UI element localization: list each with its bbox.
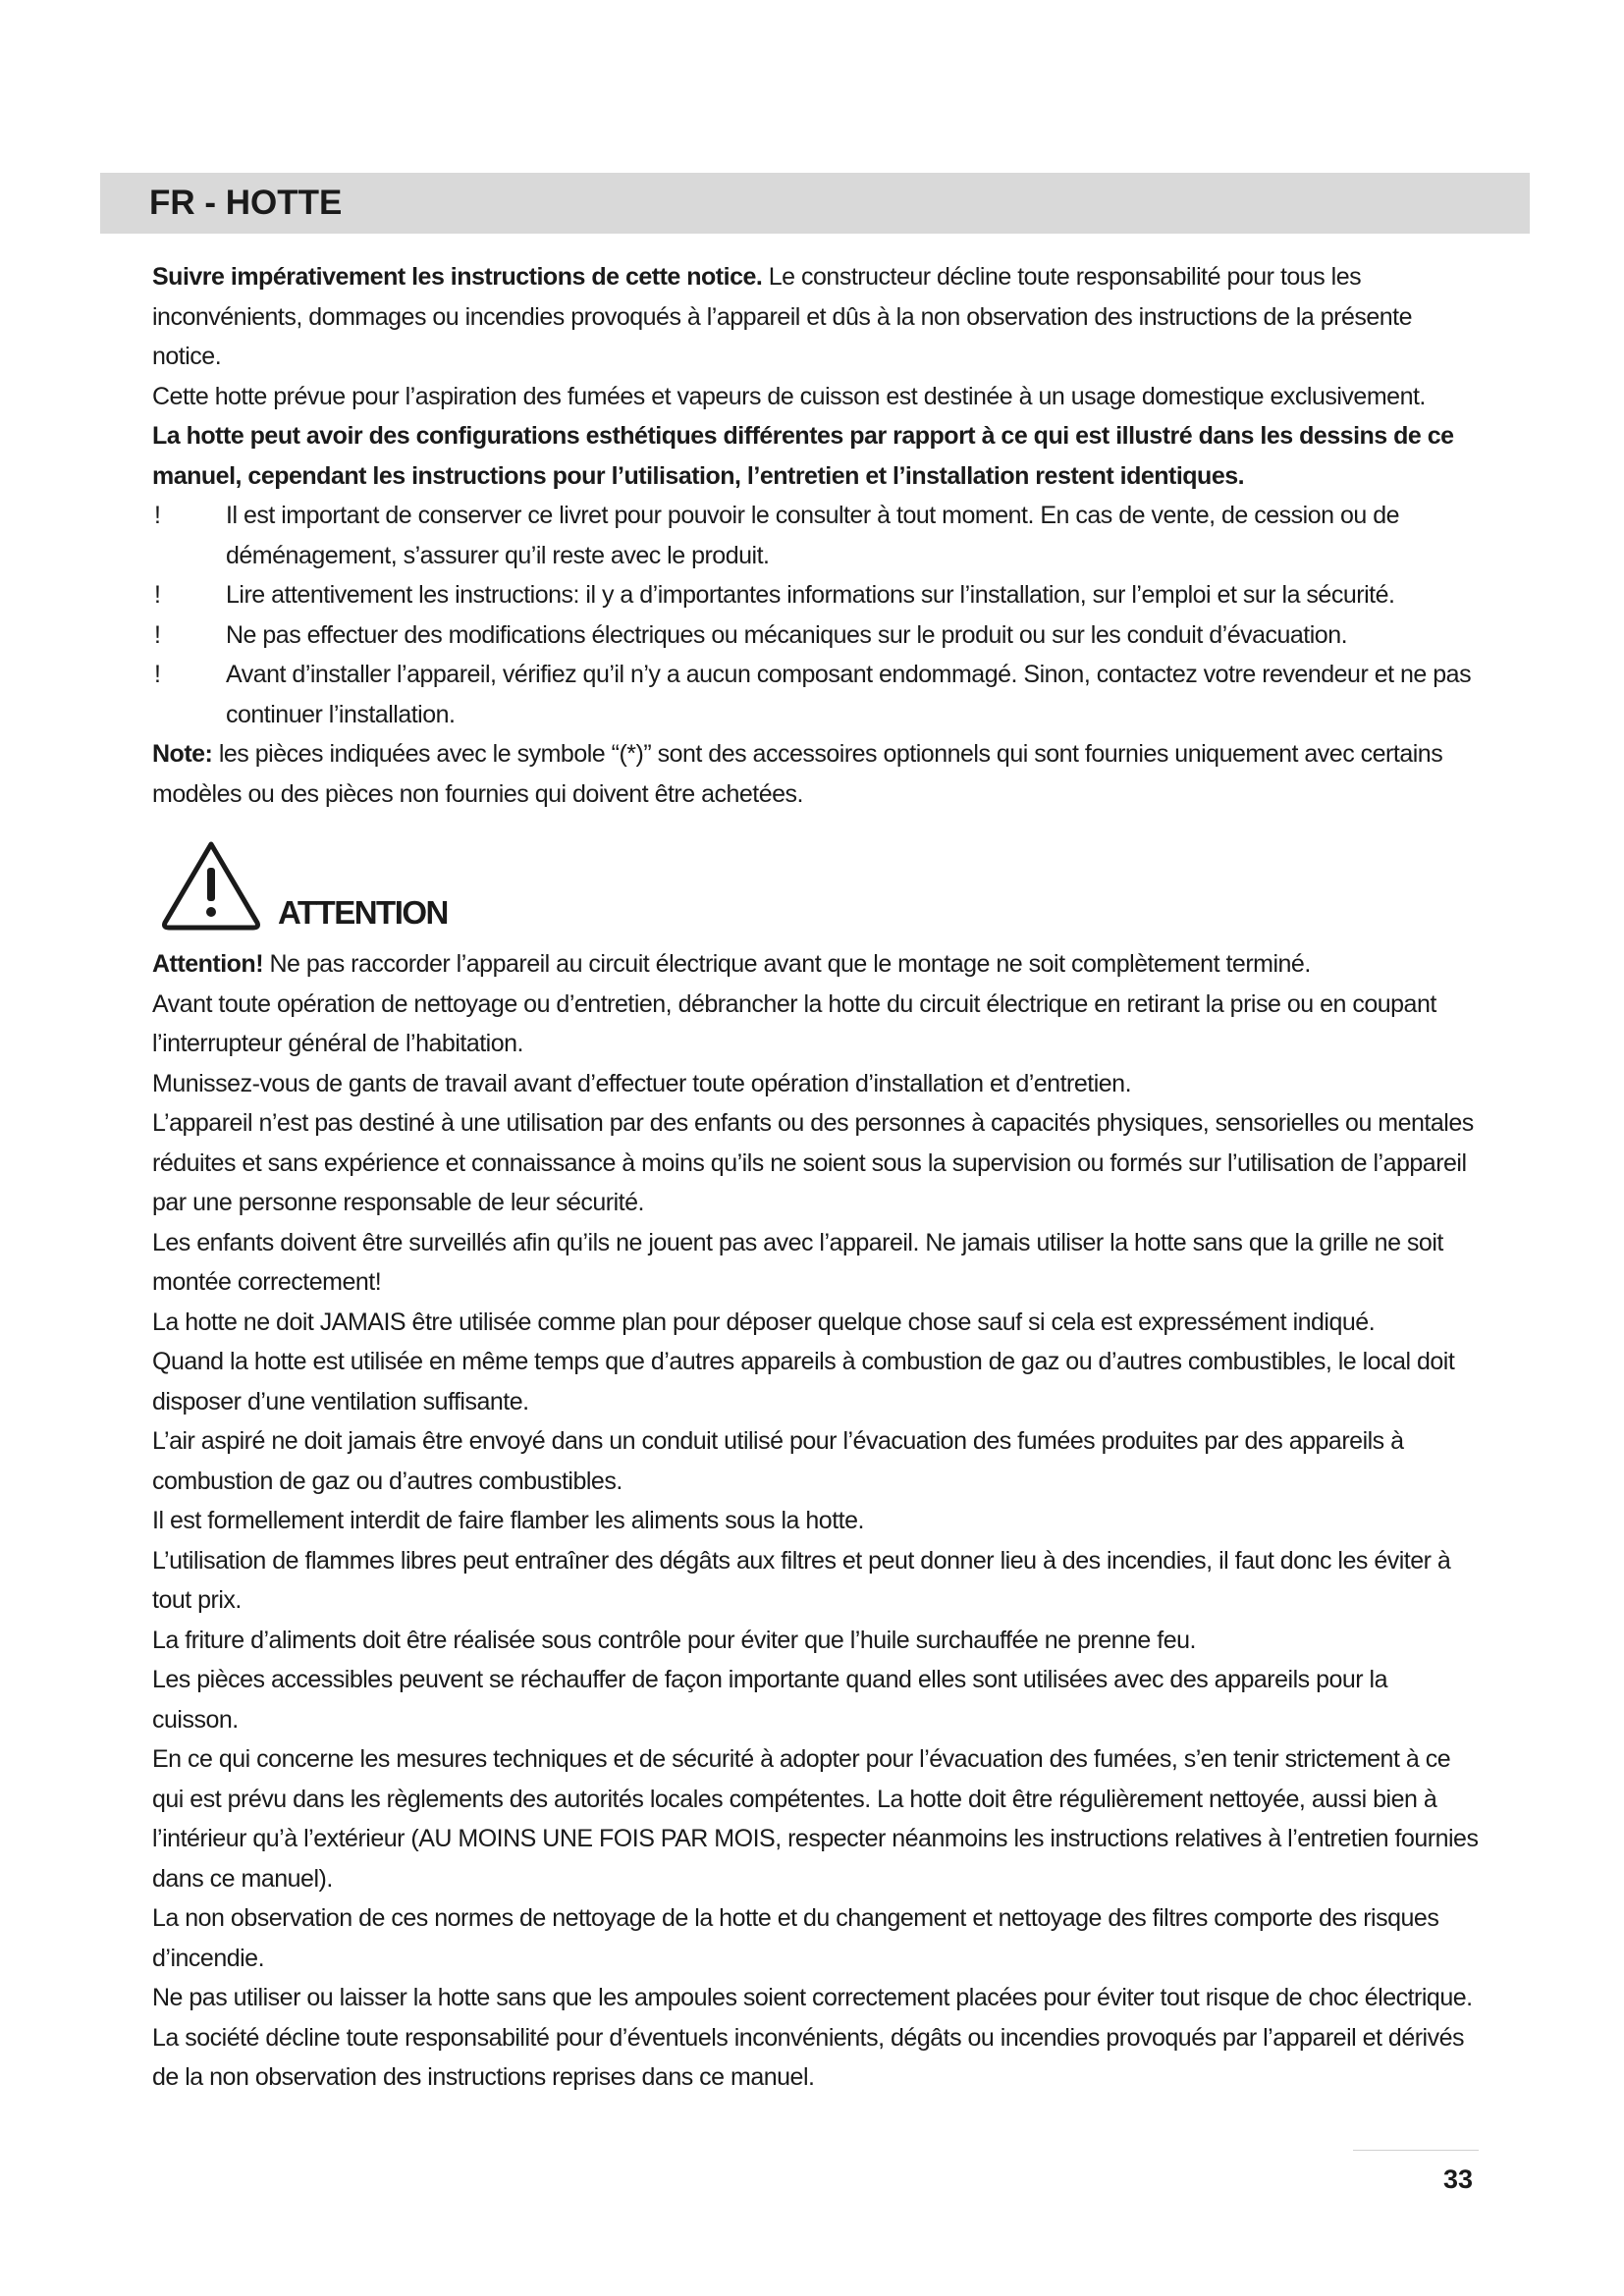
bullet-text: Avant d’installer l’appareil, vérifiez qu’il n’y a aucun composant endommagé. Sinon, contactez votre revendeur et ne pas continuer l’installation.	[226, 661, 1472, 728]
bullet-item	[152, 496, 1480, 575]
intro-lead-bold: Suivre impérativement les instructions de cette notice.	[152, 263, 763, 291]
bullet-item	[152, 615, 1480, 656]
note-label: Note:	[152, 740, 213, 768]
warning-paragraph: L’air aspiré ne doit jamais être envoyé dans un conduit utilisé pour l’évacuation des fumées produites par des appareils à combustion de gaz ou d’autres combustibles.	[152, 1427, 1404, 1495]
section-title: FR - HOTTE	[149, 184, 343, 222]
exclamation-mark: !	[154, 581, 161, 609]
warning-paragraph: Avant toute opération de nettoyage ou d’entretien, débrancher la hotte du circuit électrique en retirant la prise ou en coupant l’interrupteur général de l’habitation.	[152, 989, 1436, 1057]
warning-first-paragraph	[152, 944, 1480, 985]
warning-paragraph: La friture d’aliments doit être réalisée sous contrôle pour éviter que l’huile surchauffée ne prenne feu.	[152, 1626, 1196, 1654]
warning-paragraph: La hotte ne doit JAMAIS être utilisée comme plan pour déposer quelque chose sauf si cela est expressément indiqué.	[152, 1308, 1376, 1336]
note-text: les pièces indiquées avec le symbole “(*)” sont des accessoires optionnels qui sont fournies uniquement avec certains modèles ou des pièces non fournies qui doivent être achetées.	[152, 740, 1443, 808]
intro-config-bold: La hotte peut avoir des configurations esthétiques différentes par rapport à ce qui est illustré dans les dessins de ce manuel, cependant les instructions pour l’utilisation, l’entretien et l’installation restent identiques.	[152, 422, 1454, 490]
intro-config-paragraph	[152, 416, 1480, 496]
exclamation-mark: !	[154, 502, 161, 529]
warning-paragraph: Les pièces accessibles peuvent se réchauffer de façon importante quand elles sont utilisées avec des appareils pour la cuisson.	[152, 1666, 1388, 1734]
exclamation-mark: !	[154, 661, 161, 688]
warning-paragraph: En ce qui concerne les mesures techniques et de sécurité à adopter pour l’évacuation des fumées, s’en tenir strictement à ce qui est prévu dans les règlements des autorités locales compétentes. La hotte doit être régulièrement nettoyée, aussi bien à l’intérieur qu’à l’extérieur (AU MOINS UNE FOIS PAR MOIS, respecter néanmoins les instructions relatives à l’entretien fournies dans ce manuel).	[152, 1745, 1479, 1893]
section-header	[100, 173, 1530, 234]
bullet-list	[152, 496, 1480, 734]
warning-paragraph: Il est formellement interdit de faire flamber les aliments sous la hotte.	[152, 1507, 864, 1534]
intro-paragraph	[152, 257, 1480, 377]
document-body	[152, 257, 1480, 2098]
bullet-item	[152, 575, 1480, 615]
warning-paragraph: La société décline toute responsabilité pour d’éventuels inconvénients, dégâts ou incendies provoqués par l’appareil et dérivés de la non observation des instructions reprises dans ce manuel.	[152, 2023, 1465, 2091]
warning-paragraph: La non observation de ces normes de nettoyage de la hotte et du changement et nettoyage des filtres comporte des risques d’incendie.	[152, 1904, 1439, 1972]
warning-paragraph: L’utilisation de flammes libres peut entraîner des dégâts aux filtres et peut donner lieu à des incendies, il faut donc les éviter à tout prix.	[152, 1546, 1451, 1614]
intro-usage-paragraph: Cette hotte prévue pour l’aspiration des fumées et vapeurs de cuisson est destinée à un usage domestique exclusivement.	[152, 382, 1426, 410]
page-number: 33	[1443, 2164, 1474, 2194]
warning-paragraph: Munissez-vous de gants de travail avant d’effectuer toute opération d’installation et d’entretien.	[152, 1069, 1132, 1097]
warning-triangle-icon	[157, 836, 265, 934]
warning-paragraph: Les enfants doivent être surveillés afin qu’ils ne jouent pas avec l’appareil. Ne jamais utiliser la hotte sans que la grille ne soit montée correctement!	[152, 1228, 1443, 1296]
warning-paragraph: L’appareil n’est pas destiné à une utilisation par des enfants ou des personnes à capacités physiques, sensorielles ou mentales réduites et sans expérience et connaissance à moins qu’ils ne soient sous la supervision ou formés sur l’utilisation de l’appareil par une personne responsable de leur sécurité.	[152, 1109, 1474, 1216]
bullet-text: Il est important de conserver ce livret pour pouvoir le consulter à tout moment. En cas de vente, de cession ou de déménagement, s’assurer qu’il reste avec le produit.	[226, 502, 1400, 569]
intro-lead-text: Le constructeur décline toute responsabilité pour tous les inconvénients, dommages ou incendies provoqués à l’appareil et dûs à la non observation des instructions de la présente notice.	[152, 263, 1413, 370]
bullet-item	[152, 655, 1480, 734]
note-paragraph	[152, 734, 1480, 814]
warning-paragraph: Ne pas utiliser ou laisser la hotte sans que les ampoules soient correctement placées pour éviter tout risque de choc électrique.	[152, 1984, 1473, 2011]
bullet-text: Lire attentivement les instructions: il y a d’importantes informations sur l’installation, sur l’emploi et sur la sécurité.	[226, 581, 1395, 609]
warning-heading	[152, 836, 1480, 944]
exclamation-mark: !	[154, 620, 161, 649]
footer-divider	[1353, 2150, 1479, 2151]
warning-paragraph: Quand la hotte est utilisée en même temps que d’autres appareils à combustion de gaz ou d’autres combustibles, le local doit disposer d’une ventilation suffisante.	[152, 1348, 1455, 1415]
warning-first-bold: Attention!	[152, 950, 264, 978]
warning-first-text: Ne pas raccorder l’appareil au circuit électrique avant que le montage ne soit complètement terminé.	[263, 950, 1311, 978]
bullet-text: Ne pas effectuer des modifications électriques ou mécaniques sur le produit ou sur les conduit d’évacuation.	[226, 620, 1348, 649]
warning-title: ATTENTION	[278, 894, 448, 931]
